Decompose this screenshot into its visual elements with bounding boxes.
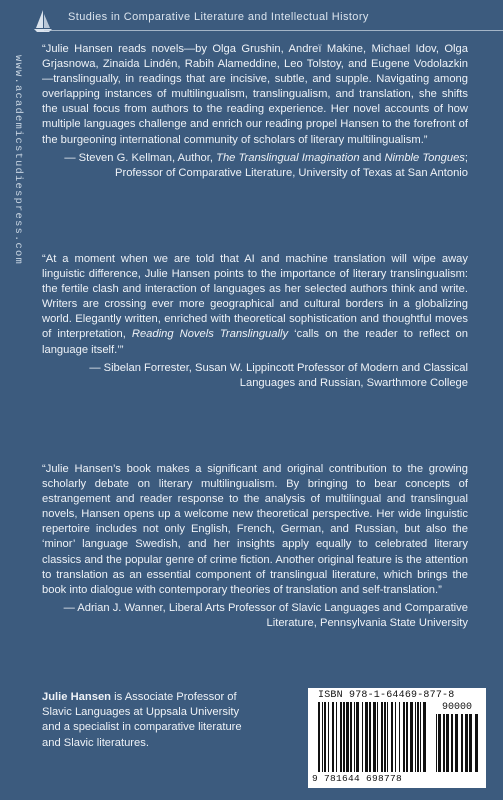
header-rule	[44, 30, 503, 31]
endorsement-quote	[42, 252, 468, 358]
author-bio	[42, 690, 242, 751]
endorsement-quote: “Julie Hansen reads novels—by Olga Grushin, Andreï Makine, Michael Idov, Olga Grjasnowa, Zinaida Lindén, Rabih Alameddine, Leo Tolstoy, and Eugene Vodolazkin—translingually, in readings that are incisive, subtle, and supple. Navigating among overlapping instances of multilingualism, translingualism, and translation, she shifts the usual focus from authors to the reading experience. Her novel accounts of how multiple languages challenge and enrich our reading propel Hansen to the forefront of the burgeoning international community of scholars of literary multilingualism.”	[42, 43, 468, 146]
series-title: Studies in Comparative Literature and Intellectual History	[68, 11, 369, 23]
book-title: Reading Novels Translingually	[131, 328, 289, 341]
endorsement-attribution: — Adrian J. Wanner, Liberal Arts Professor of Slavic Languages and Comparative Literature, Pennsylvania State University	[63, 601, 468, 629]
series-header	[0, 8, 503, 32]
quote-text: “At a moment when we are told that AI and machine translation will wipe away linguistic difference, Julie Hansen points to the importance of literary translingualism: the fertile clash and interaction of languages as her selected authors think and write. Writers are crossing ever more geographical and cultural borders in a globalizing world. Elegantly written, enriched with theoretical sophistication and thoughtful moves of interpretation,	[42, 253, 468, 341]
addon-barcode-bars	[436, 714, 478, 772]
quote-text: ‘calls on the reader to reflect on language itself.’”	[42, 328, 468, 356]
endorsement-kellman	[42, 42, 468, 181]
isbn-barcode	[308, 688, 486, 788]
book-title: Nimble Tongues	[384, 151, 465, 164]
author-bio-text: is Associate Professor of Slavic Languages at Uppsala University and a specialist in comparative literature and Slavic literatures.	[42, 691, 242, 749]
ean-barcode-bars	[318, 702, 426, 772]
price-addon-code: 90000	[441, 702, 472, 713]
endorsement-attribution	[42, 151, 468, 181]
endorsement-quote: “Julie Hansen’s book makes a significant and original contribution to the growing scholarly debate on literary multilingualism. By bringing to bear concepts of estrangement and reader response to the analysis of multilingual and translingual novels, Hansen opens up a welcome new theoretical perspective. Her wide linguistic repertoire includes not only English, French, German, and Russian, but also the ‘minor’ language Swedish, and her insights apply equally to celebrated literary classics and the popular genre of crime fiction. Another original feature is the attention to translation as an essential component of translingual literature, which brings the book into dialogue with contemporary theories of translation and self-translation.”	[42, 463, 468, 596]
endorsement-attribution: — Sibelan Forrester, Susan W. Lippincott Professor of Modern and Classical Languages and Russian, Swarthmore College	[89, 361, 468, 389]
endorsement-forrester	[42, 252, 468, 391]
publisher-url	[10, 55, 24, 285]
attribution-text: and	[359, 151, 385, 164]
ean-digits: 9 781644 698778	[312, 773, 403, 784]
attribution-text: ; Professor of Comparative Literature, University of Texas at San Antonio	[115, 151, 468, 179]
endorsement-wanner	[42, 462, 468, 631]
isbn-text: ISBN 978-1-64469-877-8	[318, 690, 455, 701]
book-title: The Translingual Imagination	[216, 151, 360, 164]
author-name: Julie Hansen	[42, 691, 112, 703]
publisher-url-text: www.academicstudiespress.com	[12, 55, 24, 266]
attribution-text: — Steven G. Kellman, Author,	[64, 151, 217, 164]
